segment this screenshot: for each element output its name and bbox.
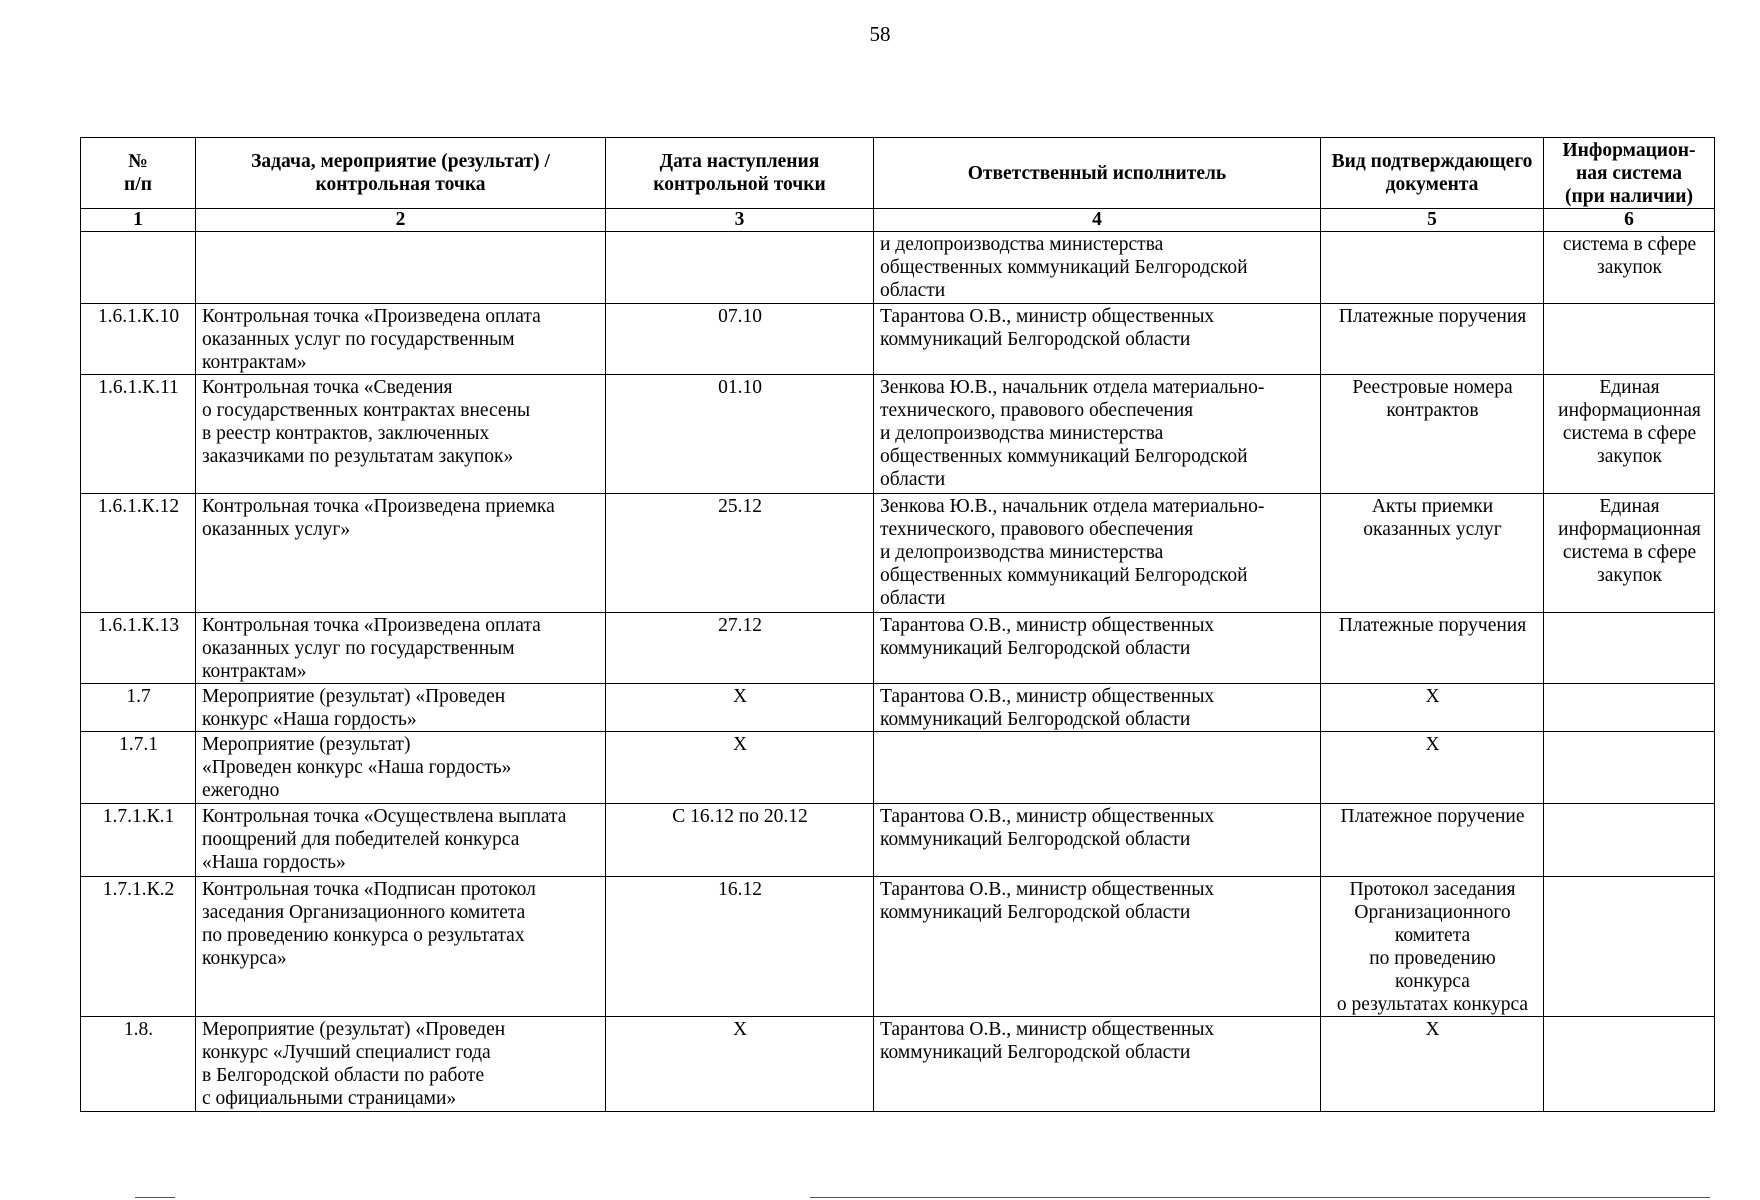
cell-num: 1.7.1.К.1	[81, 804, 196, 877]
cell-document: Х	[1321, 732, 1544, 804]
cell-executor: и делопроизводства министерства общественных коммуникаций Белгородской области	[874, 232, 1321, 304]
cell-executor: Тарантова О.В., министр общественных коммуникаций Белгородской области	[874, 1017, 1321, 1112]
header-date: Дата наступления контрольной точки	[606, 138, 874, 209]
cell-task: Мероприятие (результат) «Проведен конкурс «Лучший специалист года в Белгородской области по работе с официальными страницами»	[196, 1017, 606, 1112]
cell-num: 1.6.1.К.11	[81, 375, 196, 494]
cell-date: Х	[606, 732, 874, 804]
cell-task	[196, 232, 606, 304]
cell-document: Акты приемки оказанных услуг	[1321, 494, 1544, 613]
cell-num	[81, 232, 196, 304]
table-row	[81, 232, 1715, 304]
cell-executor: Тарантова О.В., министр общественных коммуникаций Белгородской области	[874, 804, 1321, 877]
cell-date: 25.12	[606, 494, 874, 613]
cell-date: 01.10	[606, 375, 874, 494]
table-row	[81, 1017, 1715, 1112]
cell-document	[1321, 232, 1544, 304]
cell-system	[1544, 684, 1715, 732]
cell-system: Единая информационная система в сфере закупок	[1544, 494, 1715, 613]
table-row	[81, 304, 1715, 375]
header-system: Информацион- ная система (при наличии)	[1544, 138, 1715, 209]
table-row	[81, 375, 1715, 494]
cell-date: 07.10	[606, 304, 874, 375]
cell-document: Платежное поручение	[1321, 804, 1544, 877]
cell-num: 1.7.1.К.2	[81, 877, 196, 1017]
cell-system	[1544, 304, 1715, 375]
cell-executor: Тарантова О.В., министр общественных коммуникаций Белгородской области	[874, 613, 1321, 684]
header-row	[81, 138, 1715, 209]
cell-executor: Зенкова Ю.В., начальник отдела материально- технического, правового обеспечения и делопроизводства министерства общественных коммуникаций Белгородской области	[874, 375, 1321, 494]
cell-task: Мероприятие (результат) «Проведен конкурс «Наша гордость» ежегодно	[196, 732, 606, 804]
cell-system	[1544, 732, 1715, 804]
cell-document: Реестровые номера контрактов	[1321, 375, 1544, 494]
column-number: 1	[81, 209, 196, 232]
cell-system: система в сфере закупок	[1544, 232, 1715, 304]
column-number: 6	[1544, 209, 1715, 232]
column-number: 5	[1321, 209, 1544, 232]
cell-num: 1.8.	[81, 1017, 196, 1112]
header-executor: Ответственный исполнитель	[874, 138, 1321, 209]
cell-executor: Тарантова О.В., министр общественных коммуникаций Белгородской области	[874, 304, 1321, 375]
table-row	[81, 732, 1715, 804]
cell-task: Контрольная точка «Произведена оплата оказанных услуг по государственным контрактам»	[196, 304, 606, 375]
cell-date: Х	[606, 1017, 874, 1112]
scan-edge-line	[810, 1197, 1710, 1198]
cell-num: 1.7	[81, 684, 196, 732]
cell-executor: Зенкова Ю.В., начальник отдела материально- технического, правового обеспечения и делопроизводства министерства общественных коммуникаций Белгородской области	[874, 494, 1321, 613]
cell-system	[1544, 1017, 1715, 1112]
page-number: 58	[869, 22, 891, 46]
cell-executor: Тарантова О.В., министр общественных коммуникаций Белгородской области	[874, 684, 1321, 732]
header-num: № п/п	[81, 138, 196, 209]
cell-document: Протокол заседания Организационного комитета по проведению конкурса о результатах конкурса	[1321, 877, 1544, 1017]
header-document: Вид подтверждающего документа	[1321, 138, 1544, 209]
table-row	[81, 494, 1715, 613]
cell-task: Мероприятие (результат) «Проведен конкурс «Наша гордость»	[196, 684, 606, 732]
header-task: Задача, мероприятие (результат) / контрольная точка	[196, 138, 606, 209]
table-row	[81, 613, 1715, 684]
cell-executor	[874, 732, 1321, 804]
cell-task: Контрольная точка «Осуществлена выплата поощрений для победителей конкурса «Наша гордость»	[196, 804, 606, 877]
column-number: 4	[874, 209, 1321, 232]
cell-task: Контрольная точка «Произведена оплата оказанных услуг по государственным контрактам»	[196, 613, 606, 684]
cell-task: Контрольная точка «Подписан протокол заседания Организационного комитета по проведению конкурса о результатах конкурса»	[196, 877, 606, 1017]
cell-document: Х	[1321, 684, 1544, 732]
table-row	[81, 804, 1715, 877]
column-number: 3	[606, 209, 874, 232]
scan-edge-line	[135, 1197, 175, 1198]
cell-date: 27.12	[606, 613, 874, 684]
cell-document: Платежные поручения	[1321, 304, 1544, 375]
cell-system: Единая информационная система в сфере закупок	[1544, 375, 1715, 494]
cell-system	[1544, 877, 1715, 1017]
cell-date: Х	[606, 684, 874, 732]
column-number: 2	[196, 209, 606, 232]
cell-system	[1544, 613, 1715, 684]
cell-system	[1544, 804, 1715, 877]
cell-document: Платежные поручения	[1321, 613, 1544, 684]
cell-date: 16.12	[606, 877, 874, 1017]
cell-num: 1.7.1	[81, 732, 196, 804]
control-points-table	[80, 137, 1715, 1112]
cell-executor: Тарантова О.В., министр общественных коммуникаций Белгородской области	[874, 877, 1321, 1017]
cell-date: С 16.12 по 20.12	[606, 804, 874, 877]
table-row	[81, 877, 1715, 1017]
cell-num: 1.6.1.К.10	[81, 304, 196, 375]
cell-document: Х	[1321, 1017, 1544, 1112]
table-row	[81, 684, 1715, 732]
column-number-row	[81, 209, 1715, 232]
cell-date	[606, 232, 874, 304]
cell-num: 1.6.1.К.13	[81, 613, 196, 684]
cell-task: Контрольная точка «Произведена приемка оказанных услуг»	[196, 494, 606, 613]
cell-num: 1.6.1.К.12	[81, 494, 196, 613]
cell-task: Контрольная точка «Сведения о государственных контрактах внесены в реестр контрактов, заключенных заказчиками по результатам закупок»	[196, 375, 606, 494]
